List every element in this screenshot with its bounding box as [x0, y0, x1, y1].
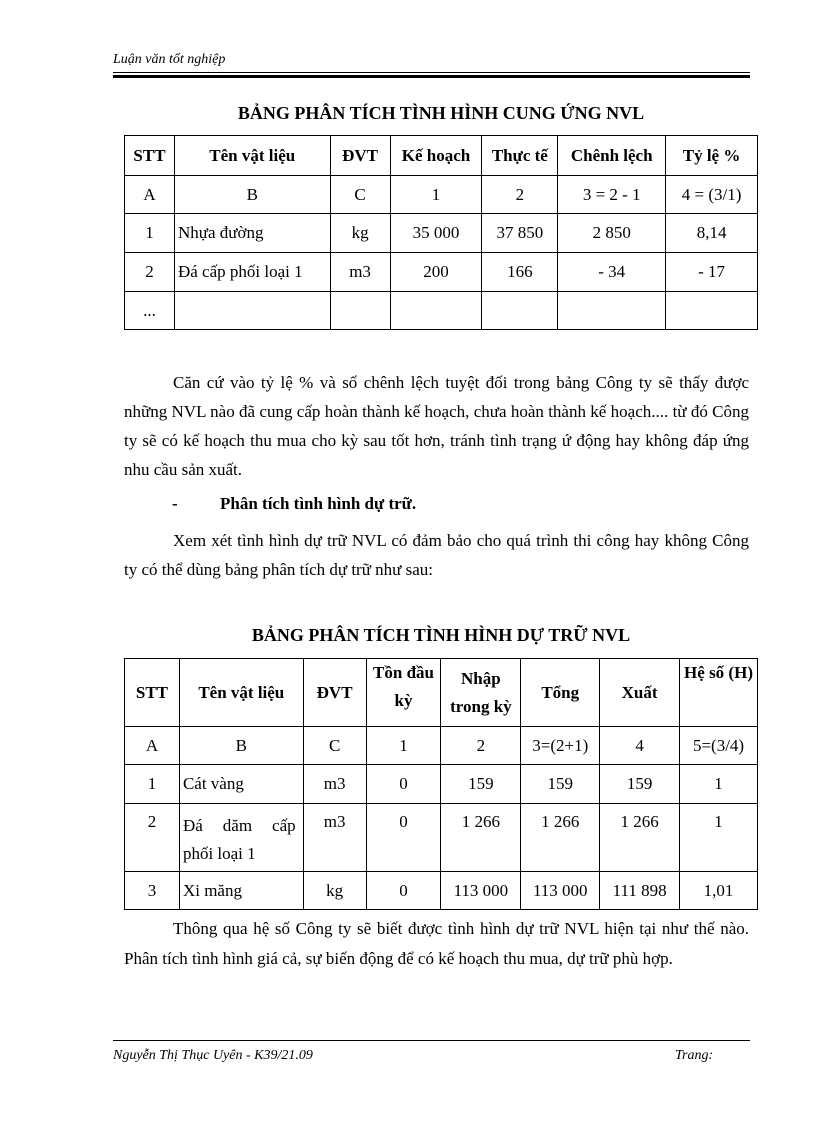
table-cell: B — [174, 176, 330, 214]
header-rule-thin — [113, 72, 750, 73]
bullet-heading-text: Phân tích tình hình dự trữ. — [220, 494, 417, 513]
table-cell: m3 — [303, 804, 366, 872]
table-cell: 1 — [125, 765, 180, 804]
reserve-analysis-table — [124, 658, 758, 910]
table-cell: 3 = 2 - 1 — [558, 176, 666, 214]
table-cell: 37 850 — [482, 214, 558, 253]
header-cell: Kế hoạch — [390, 136, 482, 176]
paragraph-supply-analysis: Căn cứ vào tỷ lệ % và số chênh lệch tuyệt đối trong bảng Công ty sẽ thấy được những NVL nào đã cung cấp hoàn thành kế hoạch, chưa hoàn thành kế hoạch.... từ đó Công ty sẽ có kế hoạch thu mua cho kỳ sau tốt hơn, tránh tình trạng ứ động hay không đáp ứng nhu cầu sản xuất. — [124, 373, 749, 479]
table-cell: 113 000 — [441, 872, 521, 910]
table-cell: C — [303, 727, 366, 765]
header-cell: Chênh lệch — [558, 136, 666, 176]
table-cell: m3 — [330, 253, 390, 292]
table1-title: BẢNG PHÂN TÍCH TÌNH HÌNH CUNG ỨNG NVL — [237, 103, 645, 123]
table-cell: - 34 — [558, 253, 666, 292]
table-cell — [174, 292, 330, 330]
table-cell: 159 — [441, 765, 521, 804]
table-cell: 2 850 — [558, 214, 666, 253]
table-cell — [482, 292, 558, 330]
table-cell: m3 — [303, 765, 366, 804]
table-cell: 35 000 — [390, 214, 482, 253]
table-cell: 8,14 — [666, 214, 758, 253]
table-cell: 2 — [441, 727, 521, 765]
table-header-row — [125, 659, 758, 727]
header-cell: Thực tế — [482, 136, 558, 176]
header-cell: Tổng — [521, 659, 600, 727]
table-cell — [666, 292, 758, 330]
header-cell: Hệ số (H) — [680, 659, 758, 727]
header-rule-thick — [113, 75, 750, 78]
table-cell: 2 — [125, 253, 175, 292]
table-cell — [558, 292, 666, 330]
table-cell: 200 — [390, 253, 482, 292]
table-cell: 3 — [125, 872, 180, 910]
table-row — [125, 176, 758, 214]
table-cell: 5=(3/4) — [680, 727, 758, 765]
table-cell: A — [125, 176, 175, 214]
table-cell: Xi măng — [179, 872, 303, 910]
header-cell: ĐVT — [303, 659, 366, 727]
page-header-title: Luận văn tốt nghiệp — [113, 52, 226, 67]
table-row — [125, 727, 758, 765]
table-cell: B — [179, 727, 303, 765]
header-cell: Tỷ lệ % — [666, 136, 758, 176]
table-cell: 1 — [366, 727, 441, 765]
table-cell: 4 — [600, 727, 680, 765]
table-cell: 3=(2+1) — [521, 727, 600, 765]
table-cell — [179, 804, 303, 872]
table-cell: 0 — [366, 765, 441, 804]
table-cell: kg — [303, 872, 366, 910]
table-row — [125, 765, 758, 804]
table-row — [125, 253, 758, 292]
header-cell: STT — [125, 136, 175, 176]
table-row — [125, 872, 758, 910]
header-cell: Xuất — [600, 659, 680, 727]
table-cell — [330, 292, 390, 330]
table-cell: 4 = (3/1) — [666, 176, 758, 214]
material-name-line2: phối loại 1 — [182, 844, 256, 863]
table-cell: Đá cấp phối loại 1 — [174, 253, 330, 292]
table-cell: 2 — [482, 176, 558, 214]
table-cell: Cát vàng — [179, 765, 303, 804]
table-row — [125, 292, 758, 330]
table-cell: ... — [125, 292, 175, 330]
table-cell: A — [125, 727, 180, 765]
table-cell: 1,01 — [680, 872, 758, 910]
section-bullet-heading — [172, 494, 416, 514]
table-cell: 166 — [482, 253, 558, 292]
table2-title: BẢNG PHÂN TÍCH TÌNH HÌNH DỰ TRỮ NVL — [251, 625, 631, 645]
table-cell: kg — [330, 214, 390, 253]
table-cell: - 17 — [666, 253, 758, 292]
header-cell: ĐVT — [330, 136, 390, 176]
table-cell: 1 266 — [441, 804, 521, 872]
header-cell: Tên vật liệu — [174, 136, 330, 176]
table-cell: 2 — [125, 804, 180, 872]
header-cell: Tên vật liệu — [179, 659, 303, 727]
table-cell: Nhựa đường — [174, 214, 330, 253]
table-cell: 0 — [366, 872, 441, 910]
paragraph-reserve-intro: Xem xét tình hình dự trữ NVL có đảm bảo cho quá trình thi công hay không Công ty có thể dùng bảng phân tích dự trữ như sau: — [124, 531, 749, 579]
footer-author: Nguyễn Thị Thục Uyên - K39/21.09 — [113, 1048, 313, 1063]
material-name-line1: Đá dăm cấp — [182, 816, 296, 835]
footer-rule — [113, 1040, 750, 1041]
table-cell: 1 266 — [521, 804, 600, 872]
table-row — [125, 214, 758, 253]
table-cell: 159 — [600, 765, 680, 804]
table-cell: 1 266 — [600, 804, 680, 872]
table-cell: 113 000 — [521, 872, 600, 910]
table-cell: C — [330, 176, 390, 214]
table-cell: 0 — [366, 804, 441, 872]
table-cell: 1 — [680, 765, 758, 804]
header-cell: STT — [125, 659, 180, 727]
supply-analysis-table — [124, 135, 758, 330]
table-cell: 1 — [680, 804, 758, 872]
table-row — [125, 804, 758, 872]
bullet-dash: - — [172, 494, 178, 513]
paragraph-coefficient: Thông qua hệ số Công ty sẽ biết được tình hình dự trữ NVL hiện tại như thế nào. Phân tích tình hình giá cả, sự biến động để có kế hoạch thu mua, dự trữ phù hợp. — [124, 919, 749, 968]
table-cell: 159 — [521, 765, 600, 804]
table-cell: 1 — [125, 214, 175, 253]
table-cell: 111 898 — [600, 872, 680, 910]
header-cell: Nhập trong kỳ — [441, 659, 521, 727]
header-cell: Tồn đầu kỳ — [366, 659, 441, 727]
table-cell: 1 — [390, 176, 482, 214]
footer-page-label: Trang: — [675, 1048, 714, 1063]
table-header-row — [125, 136, 758, 176]
table-cell — [390, 292, 482, 330]
